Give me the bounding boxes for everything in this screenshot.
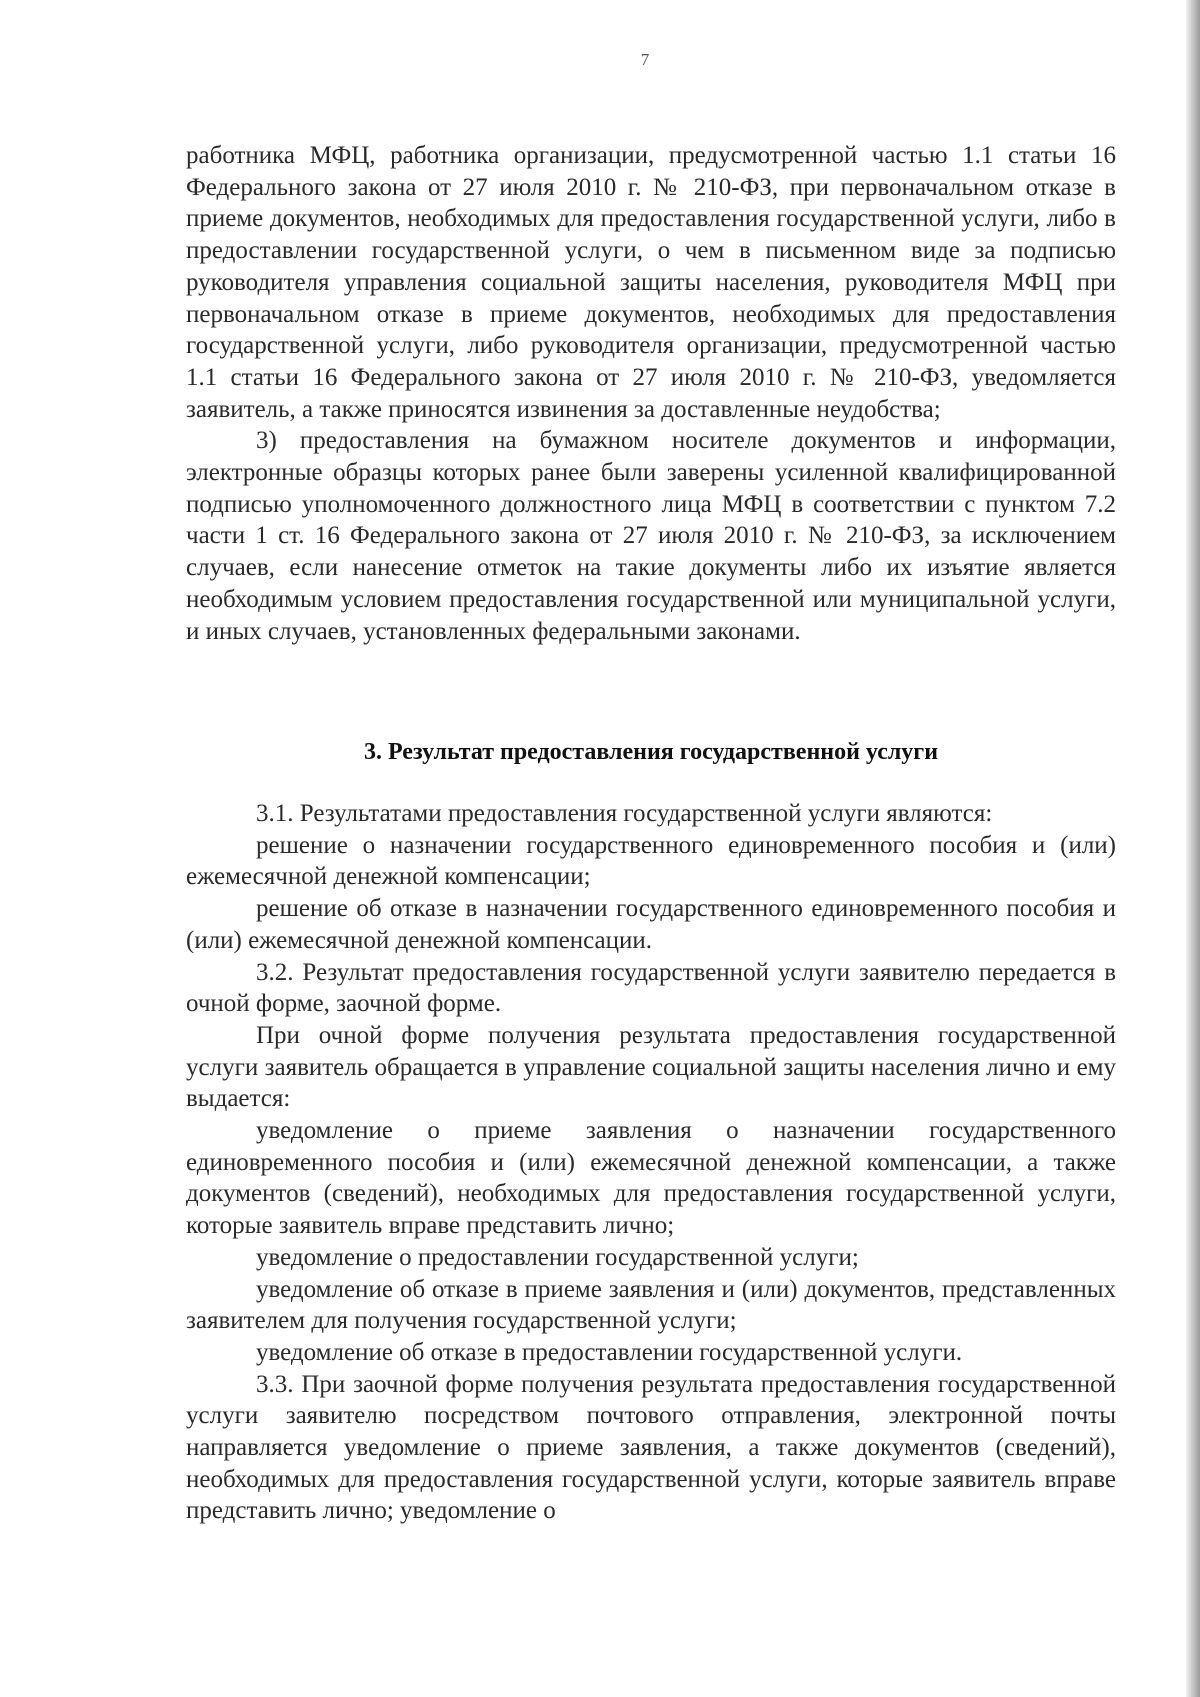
paragraph-notice-refusal-provision: уведомление об отказе в предоставлении государственной услуги. xyxy=(256,1338,963,1366)
scan-edge-shadow xyxy=(1186,0,1200,1697)
continuation-block xyxy=(186,140,1116,647)
section-3-body xyxy=(186,798,1116,1527)
paragraph-3-3: 3.3. При заочной форме получения результата предоставления государственной услуги заявителю посредством почтового отправления, электронной почты направляется уведомление о приеме заявления, а также документов (сведений), необходимых для предоставления государственной услуги, которые заявитель вправе представить лично; уведомление о xyxy=(186,1370,1116,1525)
paragraph-3-1: 3.1. Результатами предоставления государственной услуги являются: xyxy=(256,800,993,827)
section-heading: 3. Результат предоставления государственной услуги xyxy=(363,739,939,765)
paragraph-decision-refusal: решение об отказе в назначении государственного единовременного пособия и (или) ежемесячной денежной компенсации. xyxy=(186,895,1116,954)
page-number: 7 xyxy=(640,50,650,69)
paragraph-item-3: 3) предоставления на бумажном носителе документов и информации, электронные образцы которых ранее были заверены усиленной квалифицированной подписью уполномоченного должностного лица МФЦ в соответствии с пунктом 7.2 части 1 ст. 16 Федерального закона от 27 июля 2010 г. № 210-ФЗ, за исключением случаев, если нанесение отметок на такие документы либо их изъятие является необходимым условием предоставления государственной или муниципальной услуги, и иных случаев, установленных федеральными законами. xyxy=(186,427,1116,645)
paragraph-in-person-form: При очной форме получения результата предоставления государственной услуги заявитель обращается в управление социальной защиты населения лично и ему выдается: xyxy=(186,1021,1116,1113)
paragraph-notice-refusal-acceptance: уведомление об отказе в приеме заявления и (или) документов, представленных заявителем для получения государственной услуги; xyxy=(186,1275,1116,1335)
paragraph-decision-grant: решение о назначении государственного единовременного пособия и (или) ежемесячной денежной компенсации; xyxy=(186,831,1116,891)
paragraph-notice-provision: уведомление о предоставлении государственной услуги; xyxy=(256,1243,859,1271)
paragraph-notice-acceptance: уведомление о приеме заявления о назначении государственного единовременного пособия и (или) ежемесячной денежной компенсации, а также документов (сведений), необходимых для предоставления государственной услуги, которые заявитель вправе представить лично; xyxy=(186,1117,1116,1240)
paragraph-3-2: 3.2. Результат предоставления государственной услуги заявителю передается в очной форме, заочной форме. xyxy=(186,958,1116,1018)
paragraph-continuation: работника МФЦ, работника организации, предусмотренной частью 1.1 статьи 16 Федерального закона от 27 июля 2010 г. № 210-ФЗ, при первоначальном отказе в приеме документов, необходимых для предоставления государственной услуги, либо в предоставлении государственной услуги, о чем в письменном виде за подписью руководителя управления социальной защиты населения, руководителя МФЦ при первоначальном отказе в приеме документов, необходимых для предоставления государственной услуги, либо руководителя организации, предусмотренной частью 1.1 статьи 16 Федерального закона от 27 июля 2010 г. № 210-ФЗ, уведомляется заявитель, а также приносятся извинения за доставленные неудобства; xyxy=(186,142,1116,423)
